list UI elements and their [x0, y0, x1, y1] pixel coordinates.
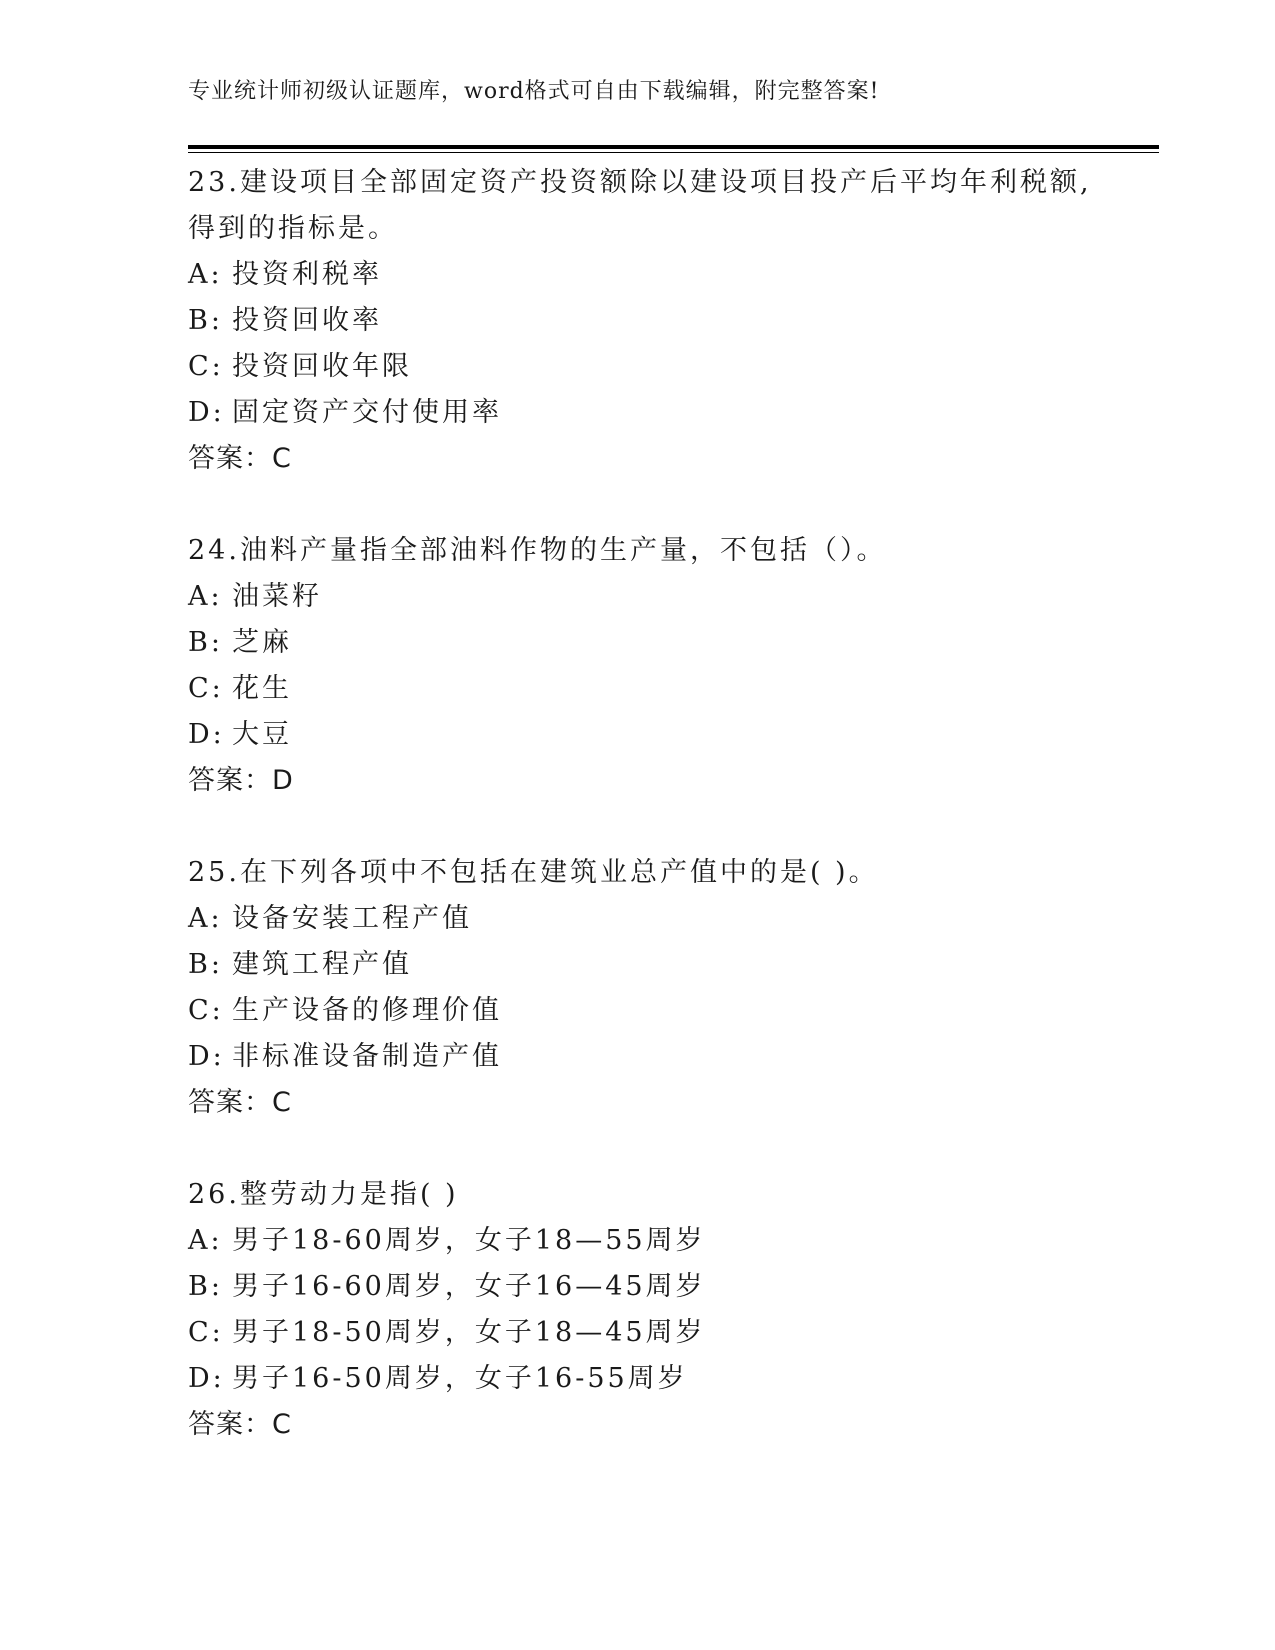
- option-key: B:: [188, 627, 223, 658]
- option-c: [188, 1310, 1168, 1356]
- option-key: B:: [188, 305, 223, 336]
- option-d: [188, 1356, 1168, 1402]
- option-key: A:: [188, 1225, 223, 1256]
- question-stem: 25.在下列各项中不包括在建筑业总产值中的是( )。: [188, 857, 879, 888]
- option-b: [188, 1264, 1168, 1310]
- header-divider-thin: [188, 152, 1159, 153]
- option-key: A:: [188, 903, 223, 934]
- option-a: [188, 896, 1168, 942]
- question-block: [188, 528, 1168, 804]
- option-text: 男子18-50周岁，女子18—45周岁: [232, 1317, 706, 1348]
- option-text: 男子18-60周岁，女子18—55周岁: [232, 1225, 706, 1256]
- answer-label: 答案：C: [188, 443, 292, 474]
- option-key: C:: [188, 1317, 224, 1348]
- option-text: 固定资产交付使用率: [232, 397, 502, 428]
- option-a: [188, 252, 1168, 298]
- question-block: [188, 850, 1168, 1126]
- question-stem: 得到的指标是。: [188, 213, 398, 244]
- option-text: 男子16-50周岁，女子16-55周岁: [232, 1363, 688, 1394]
- option-c: [188, 666, 1168, 712]
- option-d: [188, 1034, 1168, 1080]
- option-text: 投资利税率: [232, 259, 382, 290]
- question-block: [188, 160, 1168, 482]
- option-key: A:: [188, 581, 223, 612]
- option-key: C:: [188, 673, 224, 704]
- option-c: [188, 988, 1168, 1034]
- option-text: 投资回收年限: [232, 351, 412, 382]
- option-d: [188, 390, 1168, 436]
- header-divider-thick: [188, 145, 1159, 149]
- option-key: B:: [188, 949, 223, 980]
- question-stem: 24.油料产量指全部油料作物的生产量，不包括（）。: [188, 535, 887, 566]
- option-text: 大豆: [232, 719, 292, 750]
- option-d: [188, 712, 1168, 758]
- option-b: [188, 942, 1168, 988]
- option-b: [188, 298, 1168, 344]
- option-text: 建筑工程产值: [232, 949, 412, 980]
- question-block: [188, 1172, 1168, 1448]
- option-text: 投资回收率: [232, 305, 382, 336]
- option-text: 芝麻: [232, 627, 292, 658]
- option-c: [188, 344, 1168, 390]
- option-key: C:: [188, 995, 224, 1026]
- option-key: B:: [188, 1271, 223, 1302]
- answer-label: 答案：D: [188, 765, 294, 796]
- option-text: 花生: [232, 673, 292, 704]
- answer-label: 答案：C: [188, 1087, 292, 1118]
- option-b: [188, 620, 1168, 666]
- option-text: 非标准设备制造产值: [232, 1041, 502, 1072]
- option-key: D:: [188, 1363, 225, 1394]
- option-key: A:: [188, 259, 223, 290]
- option-key: D:: [188, 397, 225, 428]
- option-a: [188, 574, 1168, 620]
- question-stem: 23.建设项目全部固定资产投资额除以建设项目投产后平均年利税额,: [188, 167, 1092, 198]
- option-text: 生产设备的修理价值: [232, 995, 502, 1026]
- page-header: 专业统计师初级认证题库，word格式可自由下载编辑，附完整答案!: [188, 79, 880, 104]
- option-key: D:: [188, 1041, 225, 1072]
- option-key: D:: [188, 719, 225, 750]
- option-a: [188, 1218, 1168, 1264]
- answer-label: 答案：C: [188, 1409, 292, 1440]
- question-list: [188, 160, 1168, 1494]
- option-text: 油菜籽: [232, 581, 322, 612]
- option-key: C:: [188, 351, 224, 382]
- option-text: 设备安装工程产值: [232, 903, 472, 934]
- question-stem: 26.整劳动力是指( ): [188, 1179, 459, 1210]
- option-text: 男子16-60周岁，女子16—45周岁: [232, 1271, 706, 1302]
